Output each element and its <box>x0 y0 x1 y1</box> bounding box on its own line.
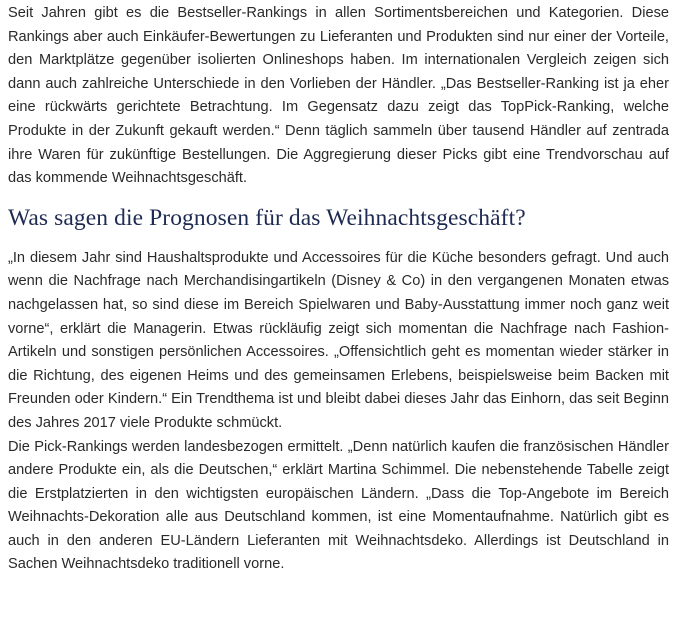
article-body <box>8 0 669 577</box>
paragraph-pick-rankings: Die Pick-Rankings werden landesbezogen ermittelt. „Denn natürlich kaufen die französischen Händler andere Produkte ein, als die Deutschen,“ erklärt Martina Schimmel. Die nebenstehende Tabelle zeigt die Erstplatzierten in den wichtigsten europäischen Ländern. „Dass die Top-Angebote im Bereich Weihnachts-Dekoration alle aus Deutschland kommen, ist eine Momentaufnahme. Natürlich gibt es auch in den anderen EU-Ländern Lieferanten mit Weihnachtsdeko. Allerdings ist Deutschland in Sachen Weihnachtsdeko traditionell vorne. <box>8 438 669 573</box>
section-heading: Was sagen die Prognosen für das Weihnachtsgeschäft? <box>8 204 526 231</box>
paragraph-trends: „In diesem Jahr sind Haushaltsprodukte und Accessoires für die Küche besonders gefragt. Und auch wenn die Nachfrage nach Merchandisingartikeln (Disney & Co) in den vergangenen Monaten etwas nachgelassen hat, so sind diese im Bereich Spielwaren und Baby-Ausstattung immer noch ganz weit vorne“, erklärt die Managerin. Etwas rückläufig zeigt sich momentan die Nachfrage nach Fashion-Artikeln und sonstigen persönlichen Accessoires. „Offensichtlich geht es momentan wieder stärker in die Richtung, des eigenen Heims und des gemeinsamen Erlebens, beispielsweise beim Backen mit Freunden oder Kindern.“ Ein Trendthema ist und bleibt dabei dieses Jahr das Einhorn, das seit Beginn des Jahres 2017 viele Produkte schmückt. <box>8 249 669 431</box>
intro-paragraph: Seit Jahren gibt es die Bestseller-Rankings in allen Sortimentsbereichen und Kategorien. Diese Rankings aber auch Einkäufer-Bewertungen zu Lieferanten und Produkten sind nur einer der Vorteile, den Marktplätze gegenüber isolierten Onlineshops haben. Im internationalen Vergleich zeigen sich dann auch zahlreiche Unterschiede in den Vorlieben der Händler. „Das Bestseller-Ranking ist ja eher eine rückwärts gerichtete Betrachtung. Im Gegensatz dazu zeigt das TopPick-Ranking, welche Produkte in der Zukunft gekauft werden.“ Denn täglich sammeln über tausend Händler auf zentrada ihre Waren für zukünftige Bestellungen. Die Aggregierung dieser Picks gibt eine Trendvorschau auf das kommende Weihnachtsgeschäft. <box>8 5 669 187</box>
